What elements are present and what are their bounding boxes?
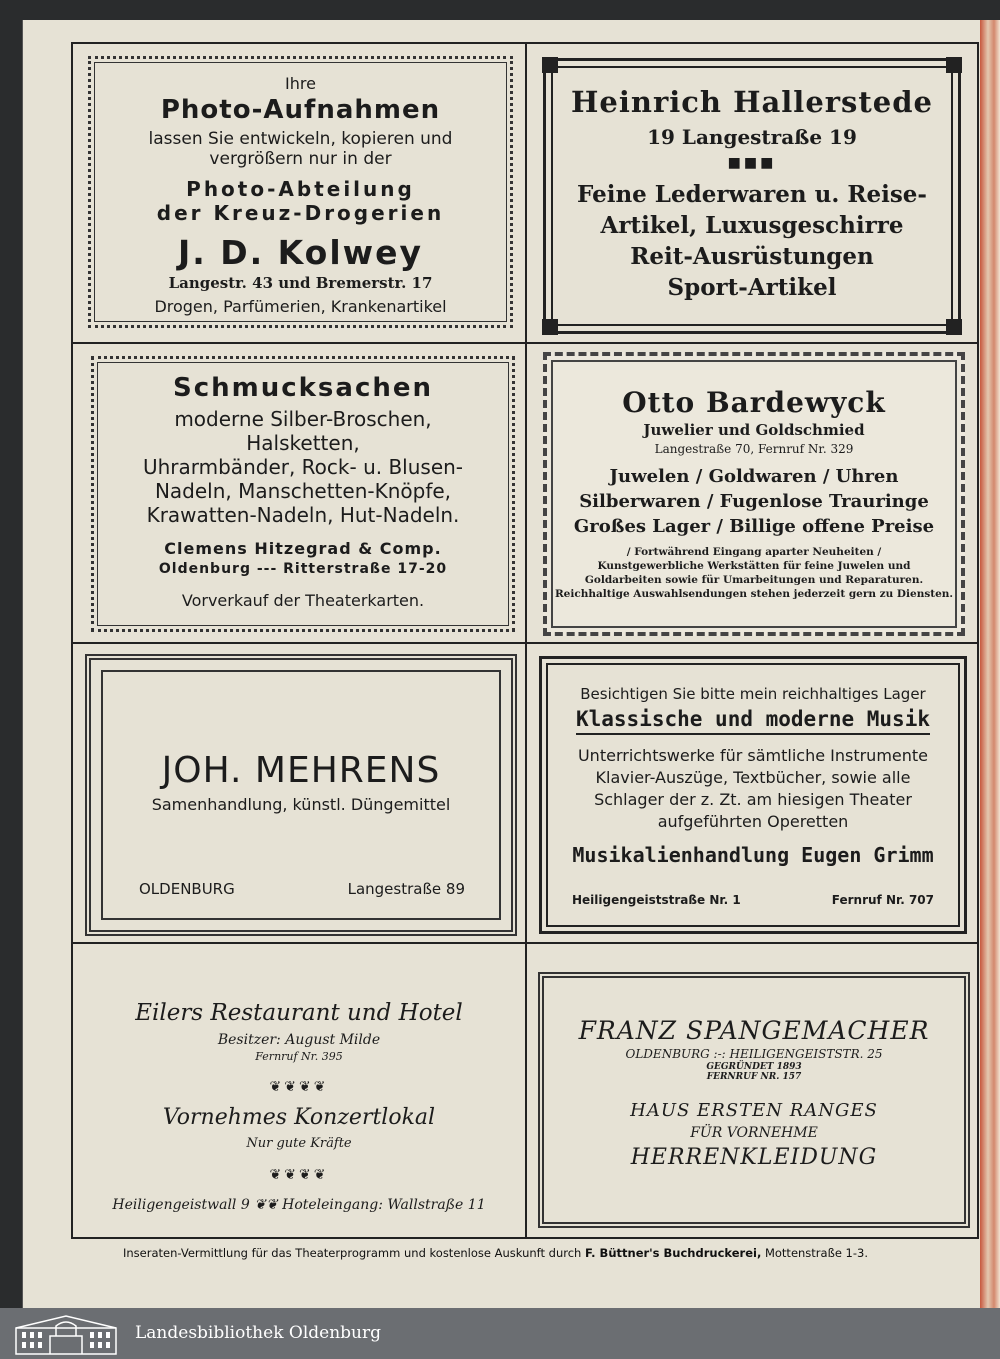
ad-heading: der Kreuz-Drogerien: [156, 201, 445, 225]
imprint-line: [123, 1246, 983, 1260]
ad-heading: Vornehmes Konzertlokal: [162, 1105, 436, 1130]
ad-phone: Fernruf Nr. 707: [831, 893, 934, 907]
ad-address: OLDENBURG :-: HEILIGENGEISTSTR. 25: [625, 1047, 883, 1061]
ad-kolwey: [88, 56, 513, 328]
ad-bardewyck: [543, 352, 965, 636]
ad-address: Langestraße 70, Fernruf Nr. 329: [654, 442, 854, 456]
ad-text: / Fortwährend Eingang aparter Neuheiten /: [626, 546, 882, 558]
ad-company-name: Clemens Hitzegrad & Comp.: [164, 539, 442, 558]
corner-ornament: [946, 319, 962, 335]
ad-eilers: [73, 964, 525, 1236]
ad-text: Ihre: [285, 74, 316, 93]
ad-heading: Photo-Aufnahmen: [160, 95, 441, 125]
ad-city: OLDENBURG: [139, 880, 235, 898]
divider-vertical: [525, 44, 527, 1237]
corner-ornament: [542, 57, 558, 73]
ad-hallerstede: [543, 58, 961, 334]
library-name[interactable]: Landesbibliothek Oldenburg: [135, 1323, 382, 1343]
ad-address: Heiligengeiststraße Nr. 1: [572, 893, 741, 907]
imprint-address: Mottenstraße 1-3.: [761, 1246, 868, 1260]
divider-horizontal: [73, 342, 977, 344]
ad-text: Halsketten,: [246, 431, 360, 455]
corner-ornament: [946, 57, 962, 73]
ad-text: Juwelen / Goldwaren / Uhren: [609, 466, 899, 487]
ad-text: Drogen, Parfümerien, Krankenartikel: [154, 297, 447, 316]
ad-phone: Fernruf Nr. 395: [255, 1050, 343, 1063]
ad-hitzegrad: [91, 356, 515, 632]
ad-text: Sport-Artikel: [667, 274, 837, 301]
ad-text: Goldarbeiten sowie für Umarbeitungen und Reparaturen.: [584, 574, 924, 586]
ad-text: Klavier-Auszüge, Textbücher, sowie alle: [595, 768, 911, 787]
ad-address: Langestraße 89: [347, 880, 465, 898]
ad-company-name: J. D. Kolwey: [177, 233, 424, 272]
ad-text: HAUS ERSTEN RANGES: [630, 1100, 878, 1121]
ad-text: Nadeln, Manschetten-Knöpfe,: [154, 479, 452, 503]
ad-text: Besitzer: August Milde: [217, 1032, 381, 1048]
ad-text: Reit-Ausrüstungen: [630, 243, 874, 270]
ad-text: FÜR VORNEHME: [690, 1125, 818, 1141]
ad-spangemacher: [538, 972, 970, 1228]
ad-text: moderne Silber-Broschen,: [174, 407, 432, 431]
ad-text: Vorverkauf der Theaterkarten.: [181, 591, 425, 610]
ad-phone: FERNRUF NR. 157: [706, 1072, 802, 1082]
imprint-text: Inseraten-Vermittlung für das Theaterprogramm und kostenlose Auskunft durch: [123, 1246, 586, 1260]
advertisement-grid: [71, 42, 979, 1239]
marbled-edge: [980, 20, 1000, 1308]
ad-company-name: JOH. MEHRENS: [161, 750, 441, 791]
imprint-printer: F. Büttner's Buchdruckerei,: [585, 1246, 762, 1260]
ad-text: Unterrichtswerke für sämtliche Instrumente: [577, 746, 929, 765]
ad-subtitle: Juwelier und Goldschmied: [643, 421, 865, 439]
ad-text: vergrößern nur in der: [209, 149, 392, 169]
corner-ornament: [542, 319, 558, 335]
ad-text: aufgeführten Operetten: [657, 812, 849, 831]
ad-text: Großes Lager / Billige offene Preise: [573, 516, 935, 537]
ad-text: Schlager der z. Zt. am hiesigen Theater: [594, 790, 912, 809]
ad-grimm: [539, 656, 967, 934]
ad-company-name: Otto Bardewyck: [622, 386, 886, 419]
ad-text: Uhrarmbänder, Rock- u. Blusen-: [142, 455, 464, 479]
ad-text: Besichtigen Sie bitte mein reichhaltiges Lager: [580, 685, 926, 703]
ad-text: Artikel, Luxusgeschirre: [600, 212, 904, 239]
ad-text: Samenhandlung, künstl. Düngemittel: [151, 795, 451, 814]
ornament: ❦❦❦❦: [269, 1167, 329, 1183]
building-icon: [10, 1312, 122, 1356]
scanned-page: [22, 20, 981, 1308]
ad-text: Nur gute Kräfte: [246, 1136, 352, 1151]
ad-text: GEGRÜNDET 1893: [706, 1062, 802, 1072]
ornament: ❦❦❦❦: [269, 1079, 329, 1095]
ad-company-name: FRANZ SPANGEMACHER: [578, 1016, 930, 1045]
ad-company-name: Heinrich Hallerstede: [571, 85, 933, 119]
ad-heading: Schmucksachen: [172, 373, 434, 403]
ad-text: Reichhaltige Auswahlsendungen stehen jederzeit gern zu Diensten.: [554, 588, 954, 600]
ornament: ■■■: [727, 155, 777, 171]
ad-address: Langestr. 43 und Bremerstr. 17: [168, 274, 433, 292]
ad-mehrens: [85, 654, 517, 936]
ad-address: Oldenburg --- Ritterstraße 17-20: [158, 561, 448, 577]
ad-text: lassen Sie entwickeln, kopieren und: [148, 129, 453, 149]
ad-company-name: Musikalienhandlung Eugen Grimm: [572, 843, 934, 867]
divider-horizontal: [73, 942, 977, 944]
ad-text: Kunstgewerbliche Werkstätten für feine Juwelen und: [597, 560, 911, 572]
ad-address: 19 Langestraße 19: [647, 125, 857, 149]
ad-company-name: Eilers Restaurant und Hotel: [135, 1000, 463, 1026]
ad-address: Heiligengeistwall 9 ❦❦ Hoteleingang: Wallstraße 11: [112, 1197, 486, 1213]
divider-horizontal: [73, 642, 977, 644]
ad-text: Silberwaren / Fugenlose Trauringe: [579, 491, 929, 512]
library-footer: [0, 1308, 1000, 1359]
ad-text: Krawatten-Nadeln, Hut-Nadeln.: [146, 503, 460, 527]
ad-heading: HERRENKLEIDUNG: [630, 1145, 878, 1170]
ad-heading: Photo-Abteilung: [186, 177, 415, 201]
ad-heading: Klassische und moderne Musik: [576, 707, 930, 735]
ad-text: Feine Lederwaren u. Reise-: [577, 181, 927, 208]
